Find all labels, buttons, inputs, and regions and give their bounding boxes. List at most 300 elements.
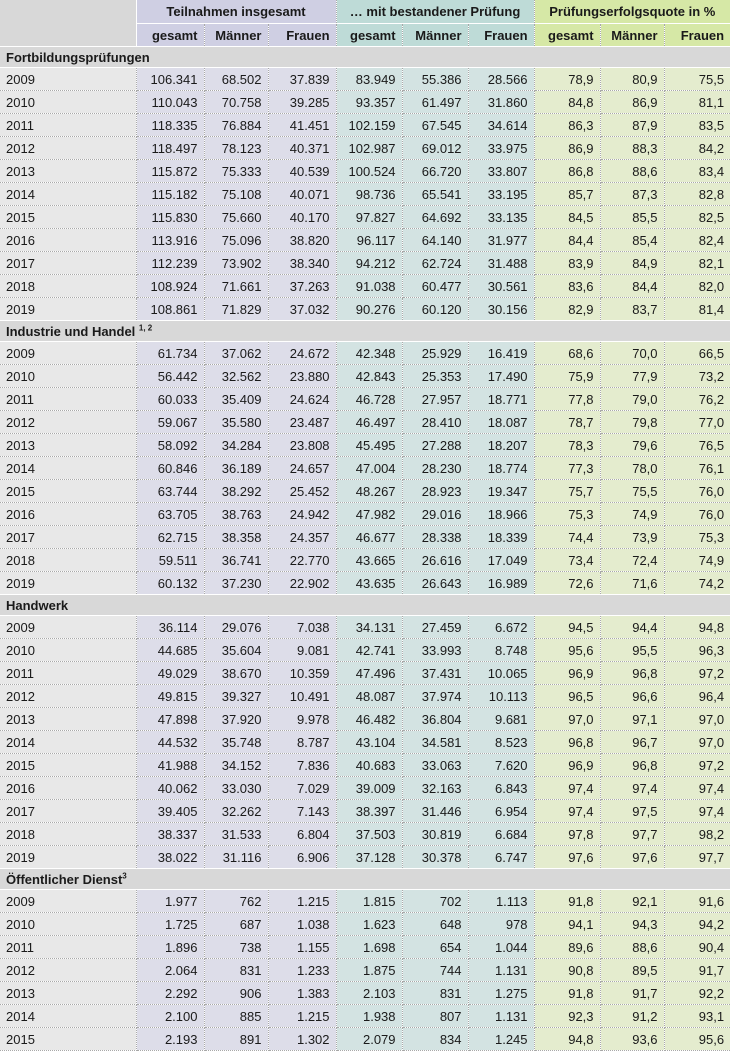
quote-maenner-cell: 85,4 — [600, 229, 664, 252]
year-cell: 2012 — [0, 685, 136, 708]
quote-gesamt-cell: 94,8 — [534, 1028, 600, 1051]
footnote-marker: 1, 2 — [138, 323, 153, 333]
quote-frauen-cell: 94,8 — [664, 616, 730, 639]
bestanden-frauen-cell: 33.135 — [468, 206, 534, 229]
bestanden-maenner-cell: 37.431 — [402, 662, 468, 685]
bestanden-maenner-cell: 28.923 — [402, 480, 468, 503]
subheader-maenner: Männer — [600, 24, 664, 47]
bestanden-frauen-cell: 30.561 — [468, 275, 534, 298]
quote-gesamt-cell: 78,7 — [534, 411, 600, 434]
teilnahmen-maenner-cell: 75.108 — [204, 183, 268, 206]
quote-frauen-cell: 83,4 — [664, 160, 730, 183]
quote-gesamt-cell: 86,9 — [534, 137, 600, 160]
bestanden-frauen-cell: 10.113 — [468, 685, 534, 708]
table-row — [0, 890, 730, 913]
teilnahmen-maenner-cell: 31.116 — [204, 846, 268, 869]
group-header-quote: Prüfungserfolgsquote in % — [534, 0, 730, 24]
teilnahmen-gesamt-cell: 40.062 — [136, 777, 204, 800]
teilnahmen-frauen-cell: 37.032 — [268, 298, 336, 321]
bestanden-frauen-cell: 1.044 — [468, 936, 534, 959]
teilnahmen-maenner-cell: 35.748 — [204, 731, 268, 754]
table-row — [0, 731, 730, 754]
quote-gesamt-cell: 96,8 — [534, 731, 600, 754]
bestanden-gesamt-cell: 46.482 — [336, 708, 402, 731]
bestanden-frauen-cell: 1.245 — [468, 1028, 534, 1051]
quote-gesamt-cell: 73,4 — [534, 549, 600, 572]
bestanden-frauen-cell: 31.860 — [468, 91, 534, 114]
teilnahmen-frauen-cell: 24.672 — [268, 342, 336, 365]
quote-maenner-cell: 87,9 — [600, 114, 664, 137]
table-header — [0, 0, 730, 47]
table-row — [0, 457, 730, 480]
quote-maenner-cell: 96,8 — [600, 662, 664, 685]
bestanden-gesamt-cell: 1.815 — [336, 890, 402, 913]
quote-maenner-cell: 79,0 — [600, 388, 664, 411]
quote-gesamt-cell: 68,6 — [534, 342, 600, 365]
quote-maenner-cell: 87,3 — [600, 183, 664, 206]
year-cell: 2015 — [0, 480, 136, 503]
teilnahmen-frauen-cell: 40.170 — [268, 206, 336, 229]
year-cell: 2018 — [0, 275, 136, 298]
quote-maenner-cell: 97,1 — [600, 708, 664, 731]
bestanden-frauen-cell: 16.989 — [468, 572, 534, 595]
teilnahmen-gesamt-cell: 2.193 — [136, 1028, 204, 1051]
section-title-text: Fortbildungsprüfungen — [6, 49, 150, 65]
quote-frauen-cell: 76,5 — [664, 434, 730, 457]
quote-maenner-cell: 79,8 — [600, 411, 664, 434]
quote-frauen-cell: 97,2 — [664, 754, 730, 777]
teilnahmen-gesamt-cell: 112.239 — [136, 252, 204, 275]
year-cell: 2016 — [0, 229, 136, 252]
bestanden-maenner-cell: 69.012 — [402, 137, 468, 160]
bestanden-maenner-cell: 26.616 — [402, 549, 468, 572]
quote-gesamt-cell: 96,5 — [534, 685, 600, 708]
quote-maenner-cell: 80,9 — [600, 68, 664, 91]
bestanden-frauen-cell: 16.419 — [468, 342, 534, 365]
quote-maenner-cell: 91,7 — [600, 982, 664, 1005]
table-row — [0, 982, 730, 1005]
teilnahmen-maenner-cell: 68.502 — [204, 68, 268, 91]
bestanden-frauen-cell: 18.771 — [468, 388, 534, 411]
table-row — [0, 616, 730, 639]
footnote-marker: 3 — [122, 871, 127, 881]
table-row — [0, 411, 730, 434]
teilnahmen-frauen-cell: 10.359 — [268, 662, 336, 685]
table-row — [0, 503, 730, 526]
bestanden-frauen-cell: 18.339 — [468, 526, 534, 549]
quote-frauen-cell: 76,0 — [664, 480, 730, 503]
teilnahmen-frauen-cell: 37.839 — [268, 68, 336, 91]
year-cell: 2014 — [0, 1005, 136, 1028]
bestanden-frauen-cell: 19.347 — [468, 480, 534, 503]
teilnahmen-maenner-cell: 35.409 — [204, 388, 268, 411]
quote-frauen-cell: 76,0 — [664, 503, 730, 526]
bestanden-frauen-cell: 1.113 — [468, 890, 534, 913]
year-cell: 2015 — [0, 1028, 136, 1051]
bestanden-frauen-cell: 31.977 — [468, 229, 534, 252]
table-row — [0, 526, 730, 549]
quote-frauen-cell: 97,7 — [664, 846, 730, 869]
teilnahmen-frauen-cell: 23.487 — [268, 411, 336, 434]
table-row — [0, 480, 730, 503]
year-cell: 2010 — [0, 913, 136, 936]
subheader-gesamt: gesamt — [534, 24, 600, 47]
table-body — [0, 47, 730, 1051]
table-row — [0, 229, 730, 252]
quote-frauen-cell: 94,2 — [664, 913, 730, 936]
teilnahmen-frauen-cell: 1.038 — [268, 913, 336, 936]
teilnahmen-frauen-cell: 7.029 — [268, 777, 336, 800]
quote-frauen-cell: 76,1 — [664, 457, 730, 480]
quote-maenner-cell: 89,5 — [600, 959, 664, 982]
table-row — [0, 708, 730, 731]
teilnahmen-maenner-cell: 75.096 — [204, 229, 268, 252]
quote-gesamt-cell: 89,6 — [534, 936, 600, 959]
quote-maenner-cell: 88,6 — [600, 936, 664, 959]
teilnahmen-frauen-cell: 25.452 — [268, 480, 336, 503]
teilnahmen-gesamt-cell: 115.830 — [136, 206, 204, 229]
teilnahmen-gesamt-cell: 41.988 — [136, 754, 204, 777]
bestanden-gesamt-cell: 46.677 — [336, 526, 402, 549]
quote-gesamt-cell: 97,6 — [534, 846, 600, 869]
year-cell: 2015 — [0, 206, 136, 229]
teilnahmen-gesamt-cell: 56.442 — [136, 365, 204, 388]
year-cell: 2019 — [0, 298, 136, 321]
teilnahmen-gesamt-cell: 118.497 — [136, 137, 204, 160]
teilnahmen-frauen-cell: 40.371 — [268, 137, 336, 160]
teilnahmen-gesamt-cell: 63.744 — [136, 480, 204, 503]
teilnahmen-frauen-cell: 1.155 — [268, 936, 336, 959]
group-header-bestanden: … mit bestandener Prüfung — [336, 0, 534, 24]
quote-frauen-cell: 91,6 — [664, 890, 730, 913]
teilnahmen-frauen-cell: 23.808 — [268, 434, 336, 457]
year-cell: 2019 — [0, 846, 136, 869]
quote-maenner-cell: 85,5 — [600, 206, 664, 229]
bestanden-frauen-cell: 1.131 — [468, 959, 534, 982]
year-cell: 2013 — [0, 708, 136, 731]
bestanden-maenner-cell: 61.497 — [402, 91, 468, 114]
quote-gesamt-cell: 84,8 — [534, 91, 600, 114]
quote-frauen-cell: 98,2 — [664, 823, 730, 846]
section-title-text: Handwerk — [6, 597, 69, 613]
teilnahmen-gesamt-cell: 61.734 — [136, 342, 204, 365]
bestanden-gesamt-cell: 42.741 — [336, 639, 402, 662]
bestanden-gesamt-cell: 42.348 — [336, 342, 402, 365]
teilnahmen-gesamt-cell: 113.916 — [136, 229, 204, 252]
year-cell: 2010 — [0, 365, 136, 388]
teilnahmen-maenner-cell: 76.884 — [204, 114, 268, 137]
quote-maenner-cell: 97,5 — [600, 800, 664, 823]
quote-gesamt-cell: 78,3 — [534, 434, 600, 457]
quote-gesamt-cell: 75,7 — [534, 480, 600, 503]
teilnahmen-frauen-cell: 9.081 — [268, 639, 336, 662]
bestanden-gesamt-cell: 34.131 — [336, 616, 402, 639]
teilnahmen-gesamt-cell: 44.685 — [136, 639, 204, 662]
quote-frauen-cell: 93,1 — [664, 1005, 730, 1028]
teilnahmen-gesamt-cell: 60.132 — [136, 572, 204, 595]
quote-maenner-cell: 70,0 — [600, 342, 664, 365]
bestanden-frauen-cell: 18.774 — [468, 457, 534, 480]
quote-frauen-cell: 82,0 — [664, 275, 730, 298]
teilnahmen-gesamt-cell: 38.337 — [136, 823, 204, 846]
bestanden-gesamt-cell: 1.938 — [336, 1005, 402, 1028]
teilnahmen-maenner-cell: 73.902 — [204, 252, 268, 275]
table-row — [0, 137, 730, 160]
table-row — [0, 298, 730, 321]
teilnahmen-frauen-cell: 1.383 — [268, 982, 336, 1005]
teilnahmen-maenner-cell: 75.660 — [204, 206, 268, 229]
teilnahmen-frauen-cell: 40.539 — [268, 160, 336, 183]
bestanden-maenner-cell: 65.541 — [402, 183, 468, 206]
bestanden-maenner-cell: 33.063 — [402, 754, 468, 777]
table-row — [0, 572, 730, 595]
bestanden-maenner-cell: 30.378 — [402, 846, 468, 869]
quote-maenner-cell: 75,5 — [600, 480, 664, 503]
teilnahmen-maenner-cell: 891 — [204, 1028, 268, 1051]
bestanden-gesamt-cell: 42.843 — [336, 365, 402, 388]
teilnahmen-gesamt-cell: 115.872 — [136, 160, 204, 183]
table-row — [0, 959, 730, 982]
teilnahmen-gesamt-cell: 59.511 — [136, 549, 204, 572]
bestanden-maenner-cell: 26.643 — [402, 572, 468, 595]
quote-frauen-cell: 95,6 — [664, 1028, 730, 1051]
year-cell: 2017 — [0, 526, 136, 549]
quote-maenner-cell: 96,8 — [600, 754, 664, 777]
year-cell: 2016 — [0, 777, 136, 800]
bestanden-maenner-cell: 807 — [402, 1005, 468, 1028]
quote-gesamt-cell: 77,8 — [534, 388, 600, 411]
bestanden-gesamt-cell: 91.038 — [336, 275, 402, 298]
bestanden-gesamt-cell: 46.497 — [336, 411, 402, 434]
quote-gesamt-cell: 86,8 — [534, 160, 600, 183]
bestanden-frauen-cell: 28.566 — [468, 68, 534, 91]
quote-maenner-cell: 91,2 — [600, 1005, 664, 1028]
table-row — [0, 662, 730, 685]
quote-maenner-cell: 94,4 — [600, 616, 664, 639]
year-cell: 2014 — [0, 457, 136, 480]
teilnahmen-maenner-cell: 70.758 — [204, 91, 268, 114]
year-cell: 2017 — [0, 252, 136, 275]
bestanden-frauen-cell: 1.275 — [468, 982, 534, 1005]
section-header-row — [0, 321, 730, 342]
quote-gesamt-cell: 91,8 — [534, 982, 600, 1005]
bestanden-frauen-cell: 34.614 — [468, 114, 534, 137]
year-cell: 2009 — [0, 342, 136, 365]
quote-gesamt-cell: 97,4 — [534, 800, 600, 823]
bestanden-maenner-cell: 36.804 — [402, 708, 468, 731]
quote-frauen-cell: 74,2 — [664, 572, 730, 595]
table-row — [0, 114, 730, 137]
quote-maenner-cell: 83,7 — [600, 298, 664, 321]
teilnahmen-gesamt-cell: 1.725 — [136, 913, 204, 936]
quote-gesamt-cell: 97,8 — [534, 823, 600, 846]
quote-gesamt-cell: 78,9 — [534, 68, 600, 91]
quote-frauen-cell: 92,2 — [664, 982, 730, 1005]
teilnahmen-maenner-cell: 34.284 — [204, 434, 268, 457]
table-row — [0, 1005, 730, 1028]
teilnahmen-maenner-cell: 39.327 — [204, 685, 268, 708]
bestanden-gesamt-cell: 46.728 — [336, 388, 402, 411]
year-cell: 2009 — [0, 616, 136, 639]
teilnahmen-maenner-cell: 36.741 — [204, 549, 268, 572]
table-row — [0, 685, 730, 708]
teilnahmen-maenner-cell: 36.189 — [204, 457, 268, 480]
quote-frauen-cell: 74,9 — [664, 549, 730, 572]
quote-gesamt-cell: 75,3 — [534, 503, 600, 526]
subheader-maenner: Männer — [402, 24, 468, 47]
bestanden-frauen-cell: 18.966 — [468, 503, 534, 526]
header-corner — [0, 0, 136, 47]
bestanden-maenner-cell: 25.353 — [402, 365, 468, 388]
bestanden-maenner-cell: 28.410 — [402, 411, 468, 434]
bestanden-gesamt-cell: 47.004 — [336, 457, 402, 480]
table-row — [0, 91, 730, 114]
year-cell: 2011 — [0, 114, 136, 137]
bestanden-maenner-cell: 64.140 — [402, 229, 468, 252]
quote-frauen-cell: 96,3 — [664, 639, 730, 662]
table-row — [0, 365, 730, 388]
quote-maenner-cell: 86,9 — [600, 91, 664, 114]
teilnahmen-frauen-cell: 24.942 — [268, 503, 336, 526]
quote-frauen-cell: 97,0 — [664, 731, 730, 754]
quote-frauen-cell: 82,4 — [664, 229, 730, 252]
bestanden-frauen-cell: 33.195 — [468, 183, 534, 206]
teilnahmen-gesamt-cell: 2.292 — [136, 982, 204, 1005]
year-cell: 2019 — [0, 572, 136, 595]
table-row — [0, 434, 730, 457]
quote-maenner-cell: 84,9 — [600, 252, 664, 275]
teilnahmen-maenner-cell: 37.062 — [204, 342, 268, 365]
subheader-maenner: Männer — [204, 24, 268, 47]
year-cell: 2014 — [0, 731, 136, 754]
bestanden-maenner-cell: 32.163 — [402, 777, 468, 800]
quote-gesamt-cell: 94,1 — [534, 913, 600, 936]
bestanden-frauen-cell: 6.843 — [468, 777, 534, 800]
quote-maenner-cell: 93,6 — [600, 1028, 664, 1051]
teilnahmen-frauen-cell: 10.491 — [268, 685, 336, 708]
table-row — [0, 275, 730, 298]
teilnahmen-gesamt-cell: 106.341 — [136, 68, 204, 91]
teilnahmen-frauen-cell: 22.902 — [268, 572, 336, 595]
quote-frauen-cell: 66,5 — [664, 342, 730, 365]
teilnahmen-frauen-cell: 6.906 — [268, 846, 336, 869]
bestanden-maenner-cell: 34.581 — [402, 731, 468, 754]
subheader-gesamt: gesamt — [336, 24, 402, 47]
quote-gesamt-cell: 75,9 — [534, 365, 600, 388]
bestanden-maenner-cell: 66.720 — [402, 160, 468, 183]
quote-frauen-cell: 90,4 — [664, 936, 730, 959]
bestanden-gesamt-cell: 1.875 — [336, 959, 402, 982]
bestanden-gesamt-cell: 1.623 — [336, 913, 402, 936]
year-cell: 2011 — [0, 936, 136, 959]
teilnahmen-gesamt-cell: 49.815 — [136, 685, 204, 708]
teilnahmen-maenner-cell: 78.123 — [204, 137, 268, 160]
bestanden-maenner-cell: 33.993 — [402, 639, 468, 662]
quote-gesamt-cell: 96,9 — [534, 662, 600, 685]
bestanden-maenner-cell: 67.545 — [402, 114, 468, 137]
bestanden-gesamt-cell: 93.357 — [336, 91, 402, 114]
quote-gesamt-cell: 84,4 — [534, 229, 600, 252]
bestanden-frauen-cell: 33.975 — [468, 137, 534, 160]
teilnahmen-gesamt-cell: 60.033 — [136, 388, 204, 411]
bestanden-frauen-cell: 6.954 — [468, 800, 534, 823]
bestanden-gesamt-cell: 37.503 — [336, 823, 402, 846]
teilnahmen-gesamt-cell: 62.715 — [136, 526, 204, 549]
teilnahmen-gesamt-cell: 39.405 — [136, 800, 204, 823]
table-row — [0, 183, 730, 206]
teilnahmen-gesamt-cell: 108.924 — [136, 275, 204, 298]
quote-gesamt-cell: 85,7 — [534, 183, 600, 206]
teilnahmen-gesamt-cell: 38.022 — [136, 846, 204, 869]
teilnahmen-gesamt-cell: 115.182 — [136, 183, 204, 206]
teilnahmen-maenner-cell: 906 — [204, 982, 268, 1005]
quote-frauen-cell: 81,4 — [664, 298, 730, 321]
teilnahmen-frauen-cell: 9.978 — [268, 708, 336, 731]
bestanden-frauen-cell: 7.620 — [468, 754, 534, 777]
bestanden-gesamt-cell: 43.104 — [336, 731, 402, 754]
teilnahmen-maenner-cell: 38.358 — [204, 526, 268, 549]
bestanden-frauen-cell: 17.490 — [468, 365, 534, 388]
teilnahmen-frauen-cell: 7.836 — [268, 754, 336, 777]
section-title — [0, 869, 730, 890]
bestanden-maenner-cell: 834 — [402, 1028, 468, 1051]
bestanden-maenner-cell: 37.974 — [402, 685, 468, 708]
bestanden-gesamt-cell: 2.103 — [336, 982, 402, 1005]
table-row — [0, 823, 730, 846]
bestanden-gesamt-cell: 45.495 — [336, 434, 402, 457]
teilnahmen-gesamt-cell: 108.861 — [136, 298, 204, 321]
teilnahmen-frauen-cell: 1.215 — [268, 890, 336, 913]
table-row — [0, 1028, 730, 1051]
year-cell: 2013 — [0, 434, 136, 457]
year-cell: 2012 — [0, 959, 136, 982]
bestanden-gesamt-cell: 1.698 — [336, 936, 402, 959]
bestanden-gesamt-cell: 100.524 — [336, 160, 402, 183]
bestanden-gesamt-cell: 43.665 — [336, 549, 402, 572]
teilnahmen-maenner-cell: 35.604 — [204, 639, 268, 662]
teilnahmen-frauen-cell: 24.657 — [268, 457, 336, 480]
teilnahmen-maenner-cell: 687 — [204, 913, 268, 936]
quote-frauen-cell: 75,3 — [664, 526, 730, 549]
table-row — [0, 639, 730, 662]
quote-gesamt-cell: 82,9 — [534, 298, 600, 321]
year-cell: 2010 — [0, 639, 136, 662]
bestanden-gesamt-cell: 47.496 — [336, 662, 402, 685]
quote-gesamt-cell: 74,4 — [534, 526, 600, 549]
quote-frauen-cell: 83,5 — [664, 114, 730, 137]
bestanden-maenner-cell: 60.120 — [402, 298, 468, 321]
quote-maenner-cell: 78,0 — [600, 457, 664, 480]
bestanden-maenner-cell: 55.386 — [402, 68, 468, 91]
quote-frauen-cell: 82,8 — [664, 183, 730, 206]
bestanden-frauen-cell: 6.672 — [468, 616, 534, 639]
bestanden-maenner-cell: 744 — [402, 959, 468, 982]
bestanden-frauen-cell: 31.488 — [468, 252, 534, 275]
quote-maenner-cell: 96,6 — [600, 685, 664, 708]
year-cell: 2013 — [0, 982, 136, 1005]
table-row — [0, 252, 730, 275]
table-row — [0, 777, 730, 800]
teilnahmen-maenner-cell: 33.030 — [204, 777, 268, 800]
quote-gesamt-cell: 91,8 — [534, 890, 600, 913]
bestanden-maenner-cell: 654 — [402, 936, 468, 959]
quote-gesamt-cell: 94,5 — [534, 616, 600, 639]
quote-maenner-cell: 97,7 — [600, 823, 664, 846]
year-cell: 2015 — [0, 754, 136, 777]
section-title — [0, 595, 730, 616]
teilnahmen-gesamt-cell: 2.100 — [136, 1005, 204, 1028]
bestanden-frauen-cell: 8.748 — [468, 639, 534, 662]
